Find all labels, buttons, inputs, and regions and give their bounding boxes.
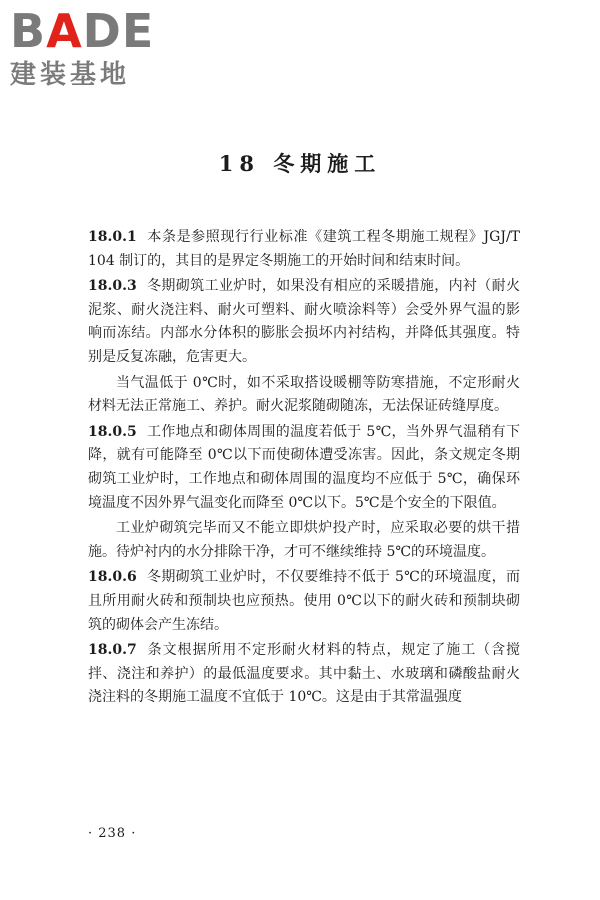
section-number: 18.0.1	[88, 229, 137, 245]
paragraph-text: 工作地点和砌体周围的温度若低于 5℃，当外界气温稍有下降，就有可能降至 0℃以下而使砌体遭受冻害。因此，条文规定冬期砌筑工业炉时，工作地点和砌体周围的温度均不应低于 5℃，确保环境温度不因外界气温变化而降至 0℃以下。5℃是个安全的下限值。	[88, 423, 520, 511]
logo-subtitle: 建装基地	[10, 60, 131, 90]
section-number: 18.0.3	[88, 278, 137, 295]
section-number: 18.0.7	[88, 642, 137, 659]
paragraph-18-0-7	[88, 639, 520, 710]
paragraph-18-0-3	[88, 275, 520, 369]
paragraph-18-0-6	[88, 566, 520, 637]
paragraph-text: 本条是参照现行行业标准《建筑工程冬期施工规程》JGJ/T 104 制订的，其目的是界定冬期施工的开始时间和结束时间。	[88, 229, 520, 269]
paragraph-18-0-1	[88, 226, 520, 273]
section-number: 18.0.5	[88, 423, 137, 440]
paragraph-continuation: 当气温低于 0℃时，如不采取搭设暖棚等防寒措施，不定形耐火材料无法正常施工、养护。耐火泥浆随砌随冻，无法保证砖缝厚度。	[88, 374, 520, 415]
paragraph-text: 冬期砌筑工业炉时，如果没有相应的采暖措施，内衬（耐火泥浆、耐火浇注料、耐火可塑料、耐火喷涂料等）会受外界气温的影响而冻结。内部水分体积的膨胀会损坏内衬结构，并降低其强度。特别是反复冻融，危害更大。	[88, 278, 520, 365]
section-number: 18.0.6	[88, 569, 137, 586]
paragraph-continuation: 工业炉砌筑完毕而又不能立即烘炉投产时，应采取必要的烘干措施。待炉衬内的水分排除干净，才可不继续维持 5℃的环境温度。	[88, 520, 520, 560]
paragraph-text: 条文根据所用不定形耐火材料的特点，规定了施工（含搅拌、浇注和养护）的最低温度要求。其中黏土、水玻璃和磷酸盐耐火浇注料的冬期施工温度不宜低于 10℃。这是由于其常温强度	[88, 642, 520, 706]
logo-wordmark: BADE	[10, 4, 155, 58]
page-number: · 238 ·	[88, 826, 137, 841]
bade-logo	[10, 6, 180, 92]
paragraph-text: 冬期砌筑工业炉时，不仅要维持不低于 5℃的环境温度，而且所用耐火砖和预制块也应预热。使用 0℃以下的耐火砖和预制块砌筑的砌体会产生冻结。	[88, 569, 520, 633]
chapter-title: 18 冬期施工	[218, 151, 382, 176]
page-body	[88, 226, 520, 710]
paragraph-18-0-5	[88, 421, 520, 515]
